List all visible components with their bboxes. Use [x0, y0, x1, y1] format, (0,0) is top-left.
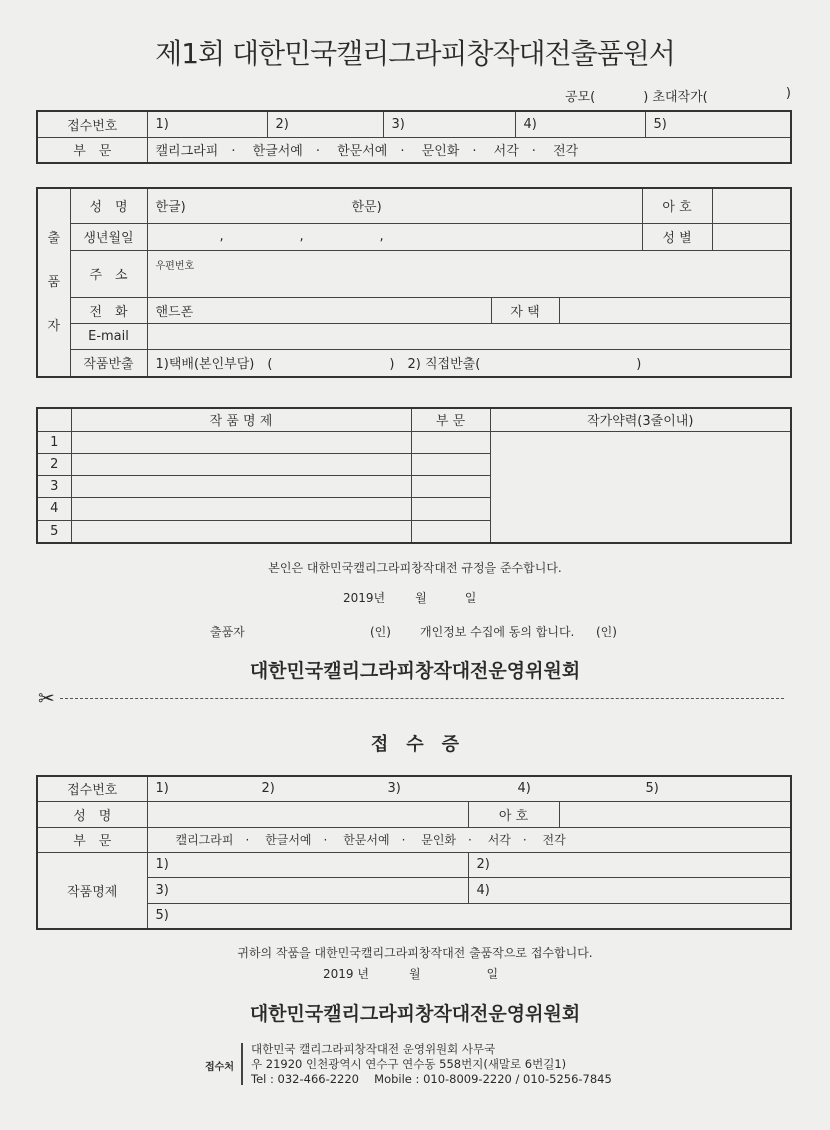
receipt-number-3[interactable]: 3) — [387, 781, 401, 797]
day: 일 — [464, 591, 477, 605]
separator: , — [299, 229, 304, 244]
separator: , — [379, 229, 384, 244]
side-char: 자 — [47, 318, 61, 334]
receipt-date — [323, 965, 498, 982]
separator: · — [401, 833, 406, 847]
row-number: 3 — [37, 476, 71, 498]
division-munin[interactable]: 문인화 — [421, 144, 460, 160]
paren: ) — [785, 86, 791, 101]
receipt-numbers — [147, 776, 791, 801]
phone-label: 전 화 — [70, 297, 147, 323]
email-label: E-mail — [70, 323, 147, 349]
division-jeongak[interactable]: 전각 — [553, 144, 579, 160]
work-title-field[interactable] — [71, 498, 411, 520]
receipt-division-label: 부 문 — [37, 827, 147, 852]
receipt-committee-name: 대한민국캘리그라피창작대전운영위원회 — [249, 1003, 581, 1025]
name-label: 성 명 — [70, 188, 147, 223]
work-division-field[interactable] — [411, 498, 490, 520]
separator: · — [231, 144, 236, 160]
separator: · — [531, 144, 536, 160]
name-korean: 한글) — [155, 200, 186, 216]
contact-info — [251, 1042, 612, 1087]
address-field[interactable] — [147, 250, 791, 297]
applicant-label: 출품자 — [210, 625, 245, 639]
reception-number-4[interactable]: 4) — [515, 111, 645, 137]
work-title-field[interactable] — [71, 453, 411, 475]
applicant-side-label — [37, 188, 70, 377]
contact-mobile: Mobile : 010-8009-2220 / 010-5256-7845 — [374, 1072, 612, 1086]
division-label: 부 문 — [37, 137, 147, 163]
division-hangul[interactable]: 한글서예 — [265, 833, 312, 847]
work-division-field[interactable] — [411, 476, 490, 498]
return-options — [147, 349, 791, 377]
side-char: 품 — [47, 274, 61, 290]
work-division-field[interactable] — [411, 453, 490, 475]
contact-tel: Tel : 032-466-2220 — [251, 1072, 359, 1086]
year: 2019 년 — [323, 967, 369, 981]
email-field[interactable] — [147, 323, 791, 349]
separator: · — [315, 144, 320, 160]
reception-table — [36, 110, 792, 164]
division-calligraphy[interactable]: 캘리그라피 — [155, 144, 219, 160]
receipt-work-3[interactable]: 3) — [147, 877, 468, 903]
reception-number-1[interactable]: 1) — [147, 111, 267, 137]
receipt-statement: 귀하의 작품을 대한민국캘리그라피창작대전 출품작으로 접수합니다. — [237, 946, 593, 960]
profile-header: 작가약력(3줄이내) — [490, 408, 791, 431]
receipt-works-label: 작품명제 — [37, 852, 147, 929]
mobile-label: 핸드폰 — [155, 304, 194, 320]
month: 월 — [408, 967, 421, 981]
receipt-number-4[interactable]: 4) — [517, 781, 531, 797]
row-number: 1 — [37, 431, 71, 453]
receipt-title: 접 수 증 — [370, 734, 460, 755]
date-line — [343, 589, 476, 606]
contact-office: 대한민국 캘리그라피창작대전 운영위원회 사무국 — [251, 1042, 496, 1056]
work-title-field[interactable] — [71, 431, 411, 453]
receipt-work-1[interactable]: 1) — [147, 852, 468, 877]
receipt-name-field[interactable] — [147, 801, 468, 827]
division-seogak[interactable]: 서각 — [487, 833, 511, 847]
invited-option[interactable]: 초대작가( — [652, 90, 708, 105]
row-number: 5 — [37, 520, 71, 543]
division-hanmun[interactable]: 한문서예 — [337, 144, 388, 160]
separator: · — [522, 833, 527, 847]
receipt-work-4[interactable]: 4) — [468, 877, 791, 903]
pen-name-field[interactable] — [712, 188, 791, 223]
division-hanmun[interactable]: 한문서예 — [343, 833, 390, 847]
reception-number-3[interactable]: 3) — [383, 111, 515, 137]
profile-field[interactable] — [490, 431, 791, 543]
form-title: 제1회 대한민국캘리그라피창작대전출품원서 — [155, 37, 675, 70]
address-label: 주 소 — [70, 250, 147, 297]
receipt-pen-name-field[interactable] — [559, 801, 791, 827]
work-title-header: 작 품 명 제 — [71, 408, 411, 431]
receipt-work-2[interactable]: 2) — [468, 852, 791, 877]
division-munin[interactable]: 문인화 — [421, 833, 457, 847]
paren: ) — [643, 90, 649, 105]
signature-line — [210, 623, 630, 640]
return-label: 작품반출 — [70, 349, 147, 377]
receipt-pen-name-label: 아 호 — [468, 801, 559, 827]
public-option[interactable]: 공모( — [565, 90, 596, 105]
works-table — [36, 407, 792, 544]
division-seogak[interactable]: 서각 — [493, 144, 519, 160]
division-options — [147, 137, 791, 163]
separator: · — [245, 833, 250, 847]
home-phone-label: 자 택 — [491, 297, 559, 323]
row-number: 4 — [37, 498, 71, 520]
committee-name: 대한민국캘리그라피창작대전운영위원회 — [249, 660, 581, 682]
return-courier-option[interactable]: 1)택배(본인부담) ( ) — [155, 357, 395, 373]
return-direct-option[interactable]: 2) 직접반출( ) — [407, 357, 642, 373]
contact-divider — [241, 1043, 243, 1085]
contact-address: 우 21920 인천광역시 연수구 연수동 558번지(새말로 6번길1) — [251, 1057, 567, 1071]
division-header: 부 문 — [411, 408, 490, 431]
month: 월 — [415, 591, 427, 605]
year: 2019년 — [343, 591, 386, 605]
receipt-work-5[interactable]: 5) — [147, 903, 791, 929]
receipt-number-label: 접수번호 — [37, 776, 147, 801]
receipt-number-2[interactable]: 2) — [261, 781, 275, 797]
separator: · — [468, 833, 472, 847]
receipt-name-label: 성 명 — [37, 801, 147, 827]
division-calligraphy[interactable]: 캘리그라피 — [175, 833, 234, 847]
name-hanja: 한문) — [351, 200, 382, 216]
reception-number-2[interactable]: 2) — [267, 111, 383, 137]
division-jeongak[interactable]: 전각 — [542, 833, 566, 847]
reception-number-5[interactable]: 5) — [645, 111, 791, 137]
name-field[interactable] — [147, 188, 642, 223]
receipt-division-options — [147, 827, 791, 852]
separator: · — [472, 144, 477, 160]
day: 일 — [486, 967, 499, 981]
receipt-number-1[interactable]: 1) — [155, 781, 169, 797]
side-char: 출 — [47, 230, 61, 246]
work-division-field[interactable] — [411, 431, 490, 453]
receipt-table — [36, 775, 792, 930]
consent-seal[interactable]: (인) — [596, 625, 617, 639]
reception-number-label: 접수번호 — [37, 111, 147, 137]
cut-line — [60, 698, 784, 699]
contact-label: 접수처 — [205, 1062, 234, 1073]
birth-field[interactable] — [147, 223, 642, 250]
receipt-number-5[interactable]: 5) — [645, 781, 659, 797]
work-title-field[interactable] — [71, 476, 411, 498]
separator: · — [400, 144, 405, 160]
separator: , — [219, 229, 224, 244]
work-division-field[interactable] — [411, 520, 490, 543]
postal-code-label: 우편번호 — [155, 260, 195, 272]
applicant-table — [36, 187, 792, 378]
pledge-text: 본인은 대한민국캘리그라피창작대전 규정을 준수합니다. — [268, 561, 562, 575]
work-title-field[interactable] — [71, 520, 411, 543]
mobile-field[interactable] — [147, 297, 491, 323]
birth-label: 생년월일 — [70, 223, 147, 250]
home-phone-field[interactable] — [559, 297, 791, 323]
scissors-icon: ✂ — [38, 686, 55, 710]
gender-field[interactable] — [712, 223, 791, 250]
gender-label: 성 별 — [642, 223, 712, 250]
seal[interactable]: (인) — [370, 625, 391, 639]
division-hangul[interactable]: 한글서예 — [252, 144, 303, 160]
separator: · — [323, 833, 328, 847]
index-header — [37, 408, 71, 431]
pen-name-label: 아 호 — [642, 188, 712, 223]
consent-text: 개인정보 수집에 동의 합니다. — [420, 625, 575, 639]
category-select — [565, 86, 791, 105]
row-number: 2 — [37, 453, 71, 475]
